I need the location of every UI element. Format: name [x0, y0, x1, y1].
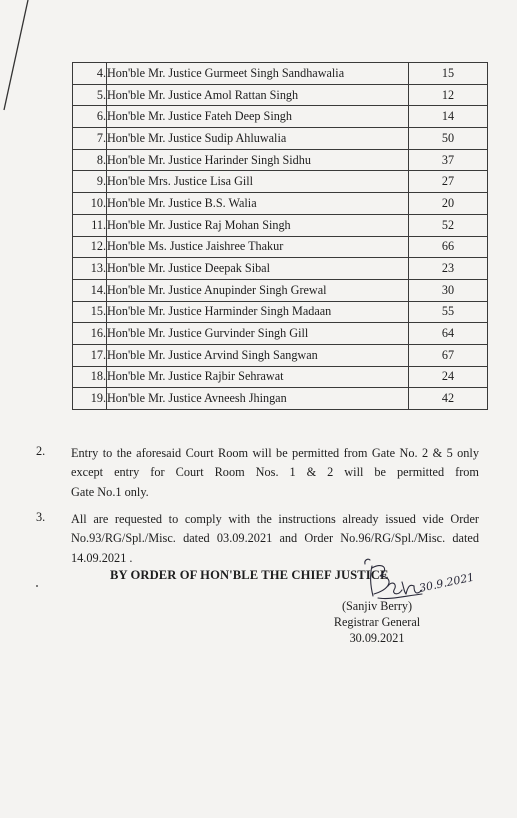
signature-date: 30.09.2021 — [349, 631, 405, 646]
signatory-block — [322, 598, 432, 646]
paragraph-2-line-3: Gate No.1 only. — [71, 484, 149, 499]
table-row — [73, 258, 488, 280]
judge-name-cell: Hon'ble Mr. Justice Gurmeet Singh Sandhawalia — [107, 63, 409, 85]
court-room-cell: 42 — [409, 388, 488, 410]
serial-number-cell: 7. — [73, 128, 107, 150]
judge-name-cell: Hon'ble Mr. Justice Anupinder Singh Grewal — [107, 279, 409, 301]
paragraph-2-line-1: Entry to the aforesaid Court Room will be permitted from Gate No. 2 & 5 only — [71, 446, 479, 460]
court-room-cell: 50 — [409, 128, 488, 150]
table-row — [73, 323, 488, 345]
table-row — [73, 63, 488, 85]
table-row — [73, 236, 488, 258]
judge-name-cell: Hon'ble Mr. Justice Arvind Singh Sangwan — [107, 344, 409, 366]
judge-name-cell: Hon'ble Mr. Justice Rajbir Sehrawat — [107, 366, 409, 388]
table-row — [73, 344, 488, 366]
court-room-cell: 67 — [409, 344, 488, 366]
signatory-name: (Sanjiv Berry) — [341, 599, 413, 613]
signature-handwritten-date: 30.9.2021 — [417, 570, 476, 595]
court-room-cell: 37 — [409, 149, 488, 171]
judge-name-cell: Hon'ble Ms. Justice Jaishree Thakur — [107, 236, 409, 258]
judge-name-cell: Hon'ble Mr. Justice Avneesh Jhingan — [107, 388, 409, 410]
court-room-cell: 20 — [409, 193, 488, 215]
judge-name-cell: Hon'ble Mr. Justice Deepak Sibal — [107, 258, 409, 280]
paragraph-3-line-2: No.93/RG/Spl./Misc. dated 03.09.2021 and Order No.96/RG/Spl./Misc. dated — [71, 531, 479, 546]
table-row — [73, 171, 488, 193]
court-room-cell: 23 — [409, 258, 488, 280]
paragraph-3-line-3: 14.09.2021 . — [71, 550, 133, 565]
serial-number-cell: 10. — [73, 193, 107, 215]
serial-number-cell: 8. — [73, 149, 107, 171]
serial-number-cell: 14. — [73, 279, 107, 301]
table-row — [73, 366, 488, 388]
serial-number-cell: 6. — [73, 106, 107, 128]
court-room-cell: 14 — [409, 106, 488, 128]
serial-number-cell: 16. — [73, 323, 107, 345]
table-row — [73, 301, 488, 323]
table-row — [73, 149, 488, 171]
serial-number-cell: 15. — [73, 301, 107, 323]
judge-name-cell: Hon'ble Mr. Justice Harminder Singh Madaan — [107, 301, 409, 323]
court-room-cell: 52 — [409, 214, 488, 236]
court-room-cell: 24 — [409, 366, 488, 388]
court-room-cell: 64 — [409, 323, 488, 345]
judge-name-cell: Hon'ble Mrs. Justice Lisa Gill — [107, 171, 409, 193]
court-room-cell: 27 — [409, 171, 488, 193]
table-row — [73, 214, 488, 236]
serial-number-cell: 19. — [73, 388, 107, 410]
paragraph-3-number: 3. — [36, 510, 46, 524]
court-room-cell: 55 — [409, 301, 488, 323]
court-room-cell: 12 — [409, 84, 488, 106]
table-row — [73, 388, 488, 410]
court-room-cell: 66 — [409, 236, 488, 258]
paragraph-2-line-2: except entry for Court Room Nos. 1 & 2 will be permitted from — [71, 465, 479, 480]
serial-number-cell: 4. — [73, 63, 107, 85]
judge-name-cell: Hon'ble Mr. Justice Amol Rattan Singh — [107, 84, 409, 106]
table-row — [73, 84, 488, 106]
serial-number-cell: 11. — [73, 214, 107, 236]
paragraph-2-number: 2. — [36, 444, 46, 458]
judge-name-cell: Hon'ble Mr. Justice Gurvinder Singh Gill — [107, 323, 409, 345]
serial-number-cell: 9. — [73, 171, 107, 193]
serial-number-cell: 18. — [73, 366, 107, 388]
serial-number-cell: 5. — [73, 84, 107, 106]
table-row — [73, 193, 488, 215]
paragraph-2-entry-gates — [71, 444, 479, 502]
serial-number-cell: 12. — [73, 236, 107, 258]
signatory-designation: Registrar General — [333, 615, 421, 630]
judge-name-cell: Hon'ble Mr. Justice Harinder Singh Sidhu — [107, 149, 409, 171]
judge-name-cell: Hon'ble Mr. Justice Sudip Ahluwalia — [107, 128, 409, 150]
judge-name-cell: Hon'ble Mr. Justice Fateh Deep Singh — [107, 106, 409, 128]
judge-name-cell: Hon'ble Mr. Justice B.S. Walia — [107, 193, 409, 215]
judges-court-table — [72, 62, 488, 410]
court-room-cell: 15 — [409, 63, 488, 85]
table-row — [73, 106, 488, 128]
court-room-cell: 30 — [409, 279, 488, 301]
scan-edge-line — [0, 0, 40, 120]
serial-number-cell: 13. — [73, 258, 107, 280]
table-row — [73, 128, 488, 150]
serial-number-cell: 17. — [73, 344, 107, 366]
scan-speck — [36, 585, 38, 587]
order-of-chief-justice: BY ORDER OF HON'BLE THE CHIEF JUSTICE — [110, 568, 389, 582]
table-row — [73, 279, 488, 301]
judge-name-cell: Hon'ble Mr. Justice Raj Mohan Singh — [107, 214, 409, 236]
paragraph-3-line-1: All are requested to comply with the instructions already issued vide Order — [71, 512, 479, 526]
judges-table-body — [73, 63, 488, 410]
